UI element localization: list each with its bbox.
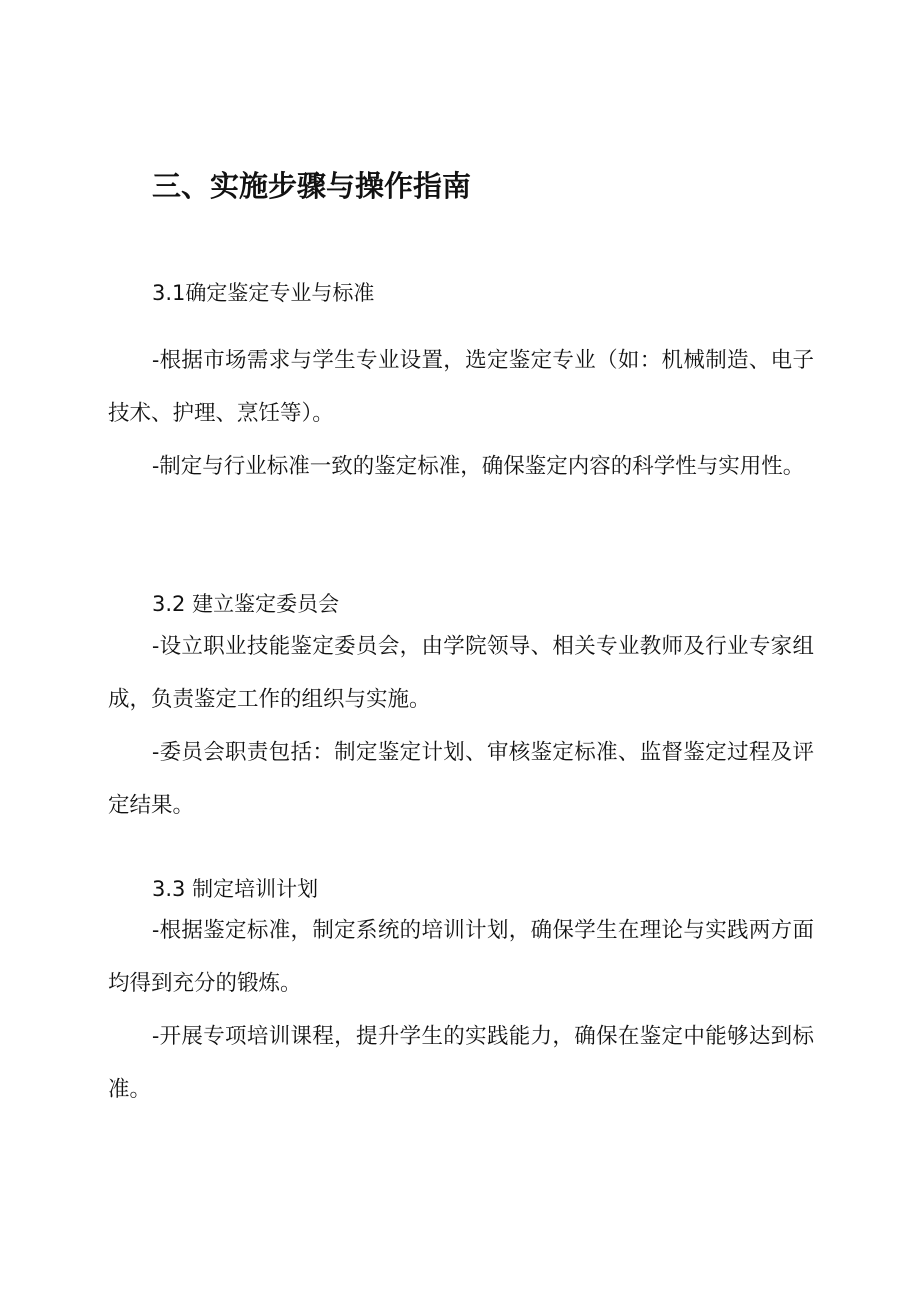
chapter-title: 三、实施步骤与操作指南 — [152, 169, 472, 203]
paragraph: -委员会职责包括：制定鉴定计划、审核鉴定标准、监督鉴定过程及评定结果。 — [108, 740, 814, 818]
paragraph: -开展专项培训课程，提升学生的实践能力，确保在鉴定中能够达到标准。 — [108, 1024, 814, 1102]
section-heading-3-2: 3.2 建立鉴定委员会 — [152, 592, 340, 616]
paragraph: -设立职业技能鉴定委员会，由学院领导、相关专业教师及行业专家组成，负责鉴定工作的组织与实施。 — [108, 634, 814, 712]
paragraph: -制定与行业标准一致的鉴定标准，确保鉴定内容的科学性与实用性。 — [152, 454, 805, 479]
section-heading-3-1: 3.1确定鉴定专业与标准 — [152, 281, 375, 305]
section-heading-3-3: 3.3 制定培训计划 — [152, 877, 319, 901]
paragraph: -根据市场需求与学生专业设置，选定鉴定专业（如：机械制造、电子技术、护理、烹饪等）。 — [108, 348, 814, 426]
paragraph: -根据鉴定标准，制定系统的培训计划，确保学生在理论与实践两方面均得到充分的锻炼。 — [108, 918, 814, 996]
